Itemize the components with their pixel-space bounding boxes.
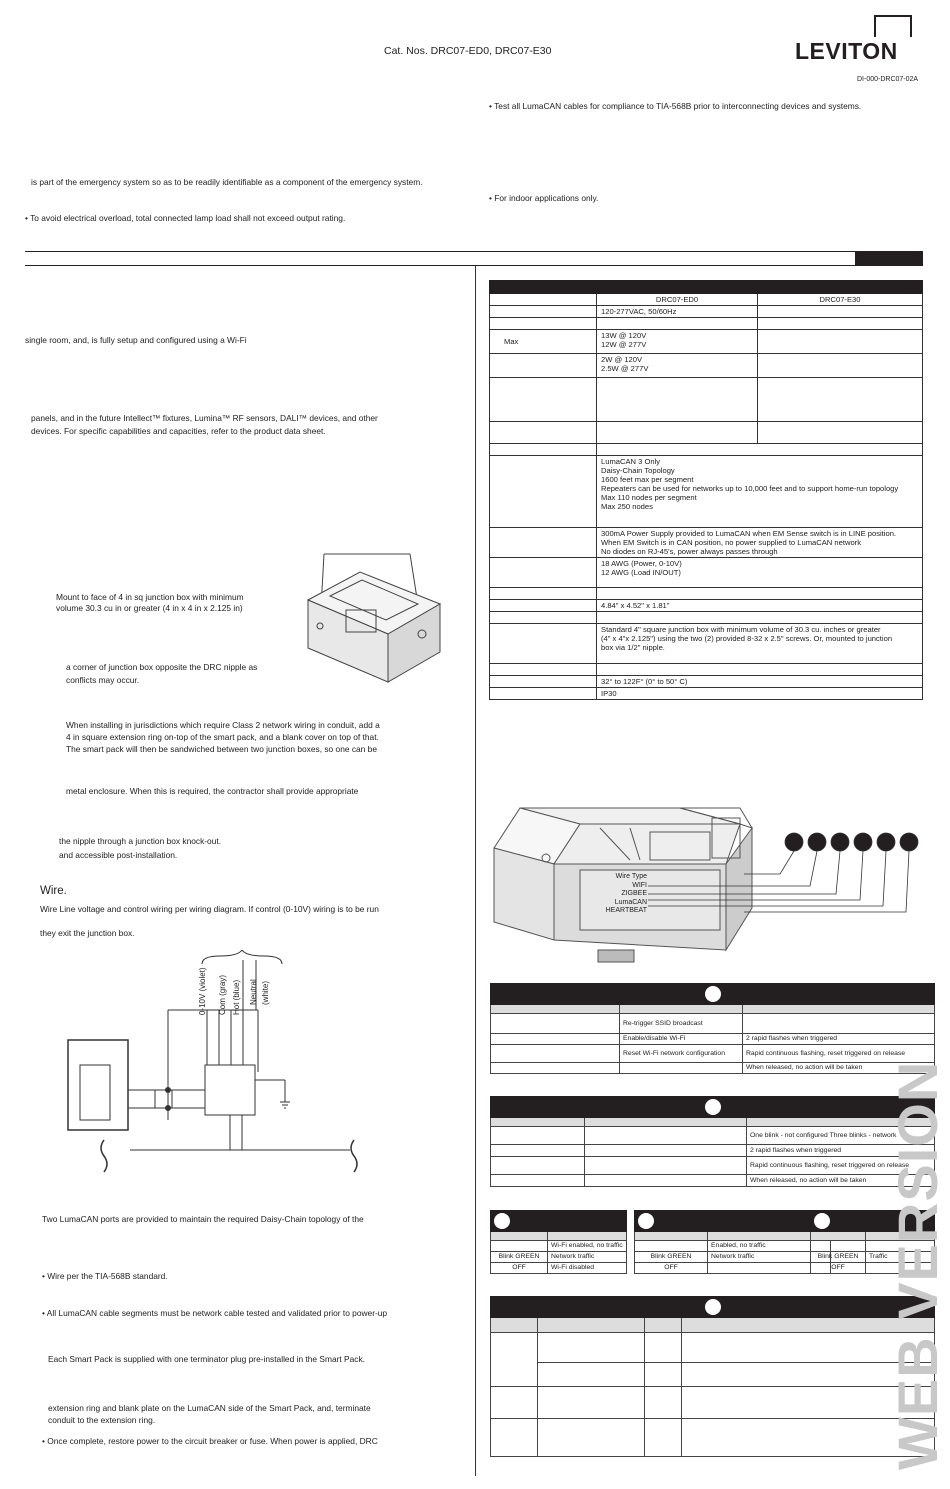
spec-mounting: Standard 4" square junction box with minimum volume of 30.3 cu. inches or greater (4" x 4"x 2.125") using the two (2) provided 8-32 x 2.5" screws. Or, mounted to junction box via 1/2" nipple. <box>597 624 923 664</box>
wifi-led-table: Wi-Fi enabled, no traffic Blink GREEN Network traffic OFF Wi-Fi disabled <box>490 1210 627 1274</box>
heartbeat-table <box>490 1296 935 1457</box>
wire-label-010v: 0-10V (violet) <box>198 967 207 1015</box>
restore-text: • Once complete, restore power to the circuit breaker or fuse. When power is applied, DRC <box>42 1436 378 1446</box>
wire-label-hot: Hot (blue) <box>232 979 241 1015</box>
lumacan-led-table: Blink GREEN Traffic OFF <box>810 1210 935 1274</box>
class2-text-3: The smart pack will then be sandwiched between two junction boxes, so one can be <box>66 744 377 754</box>
overload-note: • To avoid electrical overload, total connected lamp load shall not exceed output rating. <box>25 213 346 223</box>
nipple-text-2: and accessible post-installation. <box>59 850 178 860</box>
section-rule-bottom <box>25 265 923 266</box>
spec-lumacan: LumaCAN 3 Only Daisy-Chain Topology 1600 feet max per segment Repeaters can be used for networks up to 10,000 feet and to support home-run topology Max 110 nodes per segment Max 250 nodes <box>597 456 923 528</box>
network-button-table: One blink - not configured Three blinks - network 2 rapid flashes when triggered Rapid continuous flashing, reset triggered on release When released, no action will be taken <box>490 1096 935 1187</box>
column-divider <box>475 266 476 1476</box>
single-room-text: single room, and, is fully setup and configured using a Wi-Fi <box>25 335 247 345</box>
segments-text: • All LumaCAN cable segments must be network cable tested and validated prior to power-up <box>42 1308 388 1318</box>
wifi-led-label: WIFI <box>632 881 647 889</box>
callout-circle-c <box>494 1213 510 1229</box>
wire-label-white: (white) <box>261 980 270 1005</box>
document-id: DI-000-DRC07-02A <box>857 76 919 83</box>
section-rule-top <box>25 251 923 252</box>
callout-circle-f <box>705 1299 721 1315</box>
metal-text: metal enclosure. When this is required, the contractor shall provide appropriate <box>66 786 359 796</box>
web-version-watermark: WEB VERSION <box>886 1060 949 1470</box>
leviton-logo <box>793 15 933 65</box>
tia-text: • Wire per the TIA-568B standard. <box>42 1271 168 1281</box>
spec-max-label: Max <box>490 330 597 354</box>
spec-power: 300mA Power Supply provided to LumaCAN when EM Sense switch is in LINE position. When EM Switch is in CAN position, no power supplied to LumaCAN network No diodes on RJ-45's, power always passes through <box>597 528 923 558</box>
callout-circle-d <box>638 1213 654 1229</box>
mount-text-1: Mount to face of 4 in sq junction box with minimum <box>56 592 244 602</box>
led-indicator-labels <box>587 873 647 916</box>
terminator-text: Each Smart Pack is supplied with one terminator plug pre-installed in the Smart Pack. <box>48 1354 366 1364</box>
heartbeat-led-label: HEARTBEAT <box>605 907 647 914</box>
callout-circle-a <box>705 986 721 1002</box>
wire-type-label: Wire Type <box>615 873 647 880</box>
junction-box-illustration <box>300 552 450 692</box>
mount-text-2: volume 30.3 cu in or greater (4 in x 4 in x 2.125 in) <box>56 603 243 613</box>
spec-ip-rating: IP30 <box>597 688 923 700</box>
class2-text-2: 4 in square extension ring on-top of the smart pack, and a blank cover on top of that. <box>66 732 379 742</box>
class2-text-1: When installing in jurisdictions which require Class 2 network wiring in conduit, add a <box>66 720 380 730</box>
spec-col-ed0: DRC07-ED0 <box>597 294 758 306</box>
brand-text: LEVITON <box>795 38 898 64</box>
spec-dimensions: 4.84" x 4.52" x 1.81" <box>597 600 923 612</box>
two-ports-text: Two LumaCAN ports are provided to maintain the required Daisy-Chain topology of the <box>42 1214 364 1224</box>
corner-text-1: a corner of junction box opposite the DRC nipple as <box>66 662 258 672</box>
spec-voltage: 120-277VAC, 50/60Hz <box>597 306 758 318</box>
callout-circle-e <box>814 1213 830 1229</box>
extension-text-2: conduit to the extension ring. <box>48 1415 156 1425</box>
extension-text-1: extension ring and blank plate on the LumaCAN side of the Smart Pack, and, terminate <box>48 1403 371 1413</box>
spec-col-e30: DRC07-E30 <box>758 294 923 306</box>
spec-temperature: 32° to 122F° (0° to 50° C) <box>597 676 923 688</box>
wire-text: Wire Line voltage and control wiring per wiring diagram. If control (0-10V) wiring is to be run <box>40 904 379 914</box>
zigbee-led-table: Enabled, no traffic Blink GREEN Network traffic OFF <box>634 1210 831 1274</box>
section-tab <box>855 251 923 266</box>
wifi-button-table: Re-trigger SSID broadcast Enable/disable Wi-Fi 2 rapid flashes when triggered Reset Wi-Fi network configuration Rapid continuous flashing, reset triggered on release When released, no action will be taken <box>490 983 935 1074</box>
zigbee-led-label: ZIGBEE <box>621 890 647 897</box>
panels-text-1: panels, and in the future Intellect™ fixtures, Lumina™ RF sensors, DALI™ devices, and other <box>31 413 378 423</box>
catalog-number: Cat. Nos. DRC07-ED0, DRC07-E30 <box>384 45 552 57</box>
specifications-table: DRC07-ED0 DRC07-E30 120-277VAC, 50/60Hz Max 13W @ 120V 12W @ 277V 2W @ 120V 2.5W @ 277V LumaCAN 3 Only Daisy-Chain Topology 1600 feet max per segment Repeaters can be used for networks up to 10,000 feet and to support home-run topology Max 110 nodes per segment Max 250 nodes 300mA Power Supply provided to LumaCAN when EM Sense switch is in LINE position. When EM Switch is in CAN position, no power supplied to LumaCAN network No diodes on RJ-45's, power always passes through 18 AWG (Power, 0-10V) 12 AWG (Load IN/OUT) 4.84" x 4.52" x 1.81" Standard 4" square junction box with minimum volume of 30.3 cu. inches or greater (4" x 4"x 2.125") using the two (2) provided 8-32 x 2.5" screws. Or, mounted to junction box via 1/2" nipple. 32° to 122F° (0° to 50° C) IP30 <box>489 280 923 700</box>
panels-text-2: devices. For specific capabilities and capacities, refer to the product data sheet. <box>31 426 326 436</box>
wire-label-com: Com (gray) <box>218 974 227 1015</box>
corner-text-2: conflicts may occur. <box>66 675 140 685</box>
lumacan-led-label: LumaCAN <box>614 898 647 906</box>
nipple-text-1: the nipple through a junction box knock-out. <box>59 836 222 846</box>
callout-circle-b <box>705 1099 721 1115</box>
spec-awg: 18 AWG (Power, 0-10V) 12 AWG (Load IN/OUT) <box>597 558 923 588</box>
lumacan-test-note: • Test all LumaCAN cables for compliance to TIA-568B prior to interconnecting devices and systems. <box>489 101 862 111</box>
emergency-note: is part of the emergency system so as to be readily identifiable as a component of the emergency system. <box>31 177 423 187</box>
exit-text: they exit the junction box. <box>40 928 135 938</box>
wire-heading: Wire. <box>40 885 67 897</box>
indoor-note: • For indoor applications only. <box>489 193 599 203</box>
wire-label-neutral: Neutral <box>249 979 258 1005</box>
callout-leaders <box>640 830 920 920</box>
